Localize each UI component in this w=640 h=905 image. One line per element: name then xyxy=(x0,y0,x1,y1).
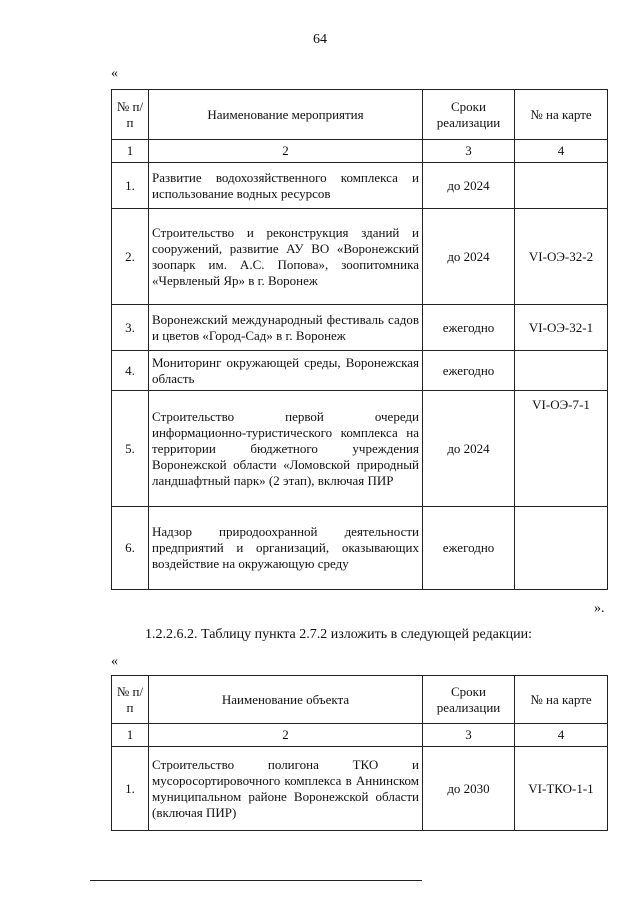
header-term: Сроки реализации xyxy=(423,676,515,724)
table-row xyxy=(112,163,608,209)
row-name: Надзор природоохранной деятельности предприятий и организаций, оказывающих воздействие на окружающую среду xyxy=(149,507,423,590)
table-row xyxy=(112,507,608,590)
footer-line xyxy=(90,880,422,881)
row-name: Развитие водохозяйственного комплекса и использование водных ресурсов xyxy=(149,163,423,209)
header-name: Наименование мероприятия xyxy=(149,90,423,140)
row-term: ежегодно xyxy=(423,507,515,590)
row-map: VI-ТКО-1-1 xyxy=(515,747,608,831)
objects-table xyxy=(111,675,608,831)
opening-quote-2: « xyxy=(111,654,118,669)
index-cell: 4 xyxy=(515,724,608,747)
row-number: 1. xyxy=(112,747,149,831)
table-row xyxy=(112,351,608,391)
row-map: VI-ОЭ-32-2 xyxy=(515,209,608,305)
header-number: № п/п xyxy=(112,90,149,140)
row-number: 1. xyxy=(112,163,149,209)
table-row xyxy=(112,305,608,351)
row-term: до 2024 xyxy=(423,163,515,209)
row-number: 4. xyxy=(112,351,149,391)
header-term: Сроки реализации xyxy=(423,90,515,140)
row-map xyxy=(515,507,608,590)
row-number: 6. xyxy=(112,507,149,590)
row-term: до 2024 xyxy=(423,391,515,507)
measures-table xyxy=(111,89,608,590)
table-header-row xyxy=(112,90,608,140)
header-map: № на карте xyxy=(515,676,608,724)
header-map: № на карте xyxy=(515,90,608,140)
index-cell: 3 xyxy=(423,724,515,747)
row-term: до 2030 xyxy=(423,747,515,831)
row-term: ежегодно xyxy=(423,305,515,351)
row-map xyxy=(515,163,608,209)
column-index-row xyxy=(112,140,608,163)
closing-quote: ». xyxy=(594,601,605,616)
opening-quote: « xyxy=(111,66,118,81)
column-index-row xyxy=(112,724,608,747)
amendment-paragraph: 1.2.2.6.2. Таблицу пункта 2.7.2 изложить в следующей редакции: xyxy=(145,627,533,642)
table-row xyxy=(112,747,608,831)
index-cell: 2 xyxy=(149,140,423,163)
row-map: VI-ОЭ-32-1 xyxy=(515,305,608,351)
table-header-row xyxy=(112,676,608,724)
table-row xyxy=(112,209,608,305)
row-name: Мониторинг окружающей среды, Воронежская область xyxy=(149,351,423,391)
index-cell: 4 xyxy=(515,140,608,163)
row-number: 5. xyxy=(112,391,149,507)
row-name: Воронежский международный фестиваль садов и цветов «Город-Сад» в г. Воронеж xyxy=(149,305,423,351)
row-term: до 2024 xyxy=(423,209,515,305)
index-cell: 2 xyxy=(149,724,423,747)
table-row xyxy=(112,391,608,507)
header-number: № п/п xyxy=(112,676,149,724)
row-name: Строительство первой очереди информационно-туристического комплекса на территории бюджетного учреждения Воронежской области «Ломовской природный ландшафтный парк» (2 этап), включая ПИР xyxy=(149,391,423,507)
page-number: 64 xyxy=(313,32,327,47)
row-number: 2. xyxy=(112,209,149,305)
index-cell: 1 xyxy=(112,724,149,747)
row-name: Строительство полигона ТКО и мусоросортировочного комплекса в Аннинском муниципальном районе Воронежской области (включая ПИР) xyxy=(149,747,423,831)
row-term: ежегодно xyxy=(423,351,515,391)
row-map xyxy=(515,351,608,391)
row-map: VI-ОЭ-7-1 xyxy=(515,391,608,507)
index-cell: 1 xyxy=(112,140,149,163)
header-name: Наименование объекта xyxy=(149,676,423,724)
row-name: Строительство и реконструкция зданий и сооружений, развитие АУ ВО «Воронежский зоопарк им. А.С. Попова», зоопитомника «Червленый Яр» в г. Воронеж xyxy=(149,209,423,305)
row-number: 3. xyxy=(112,305,149,351)
index-cell: 3 xyxy=(423,140,515,163)
